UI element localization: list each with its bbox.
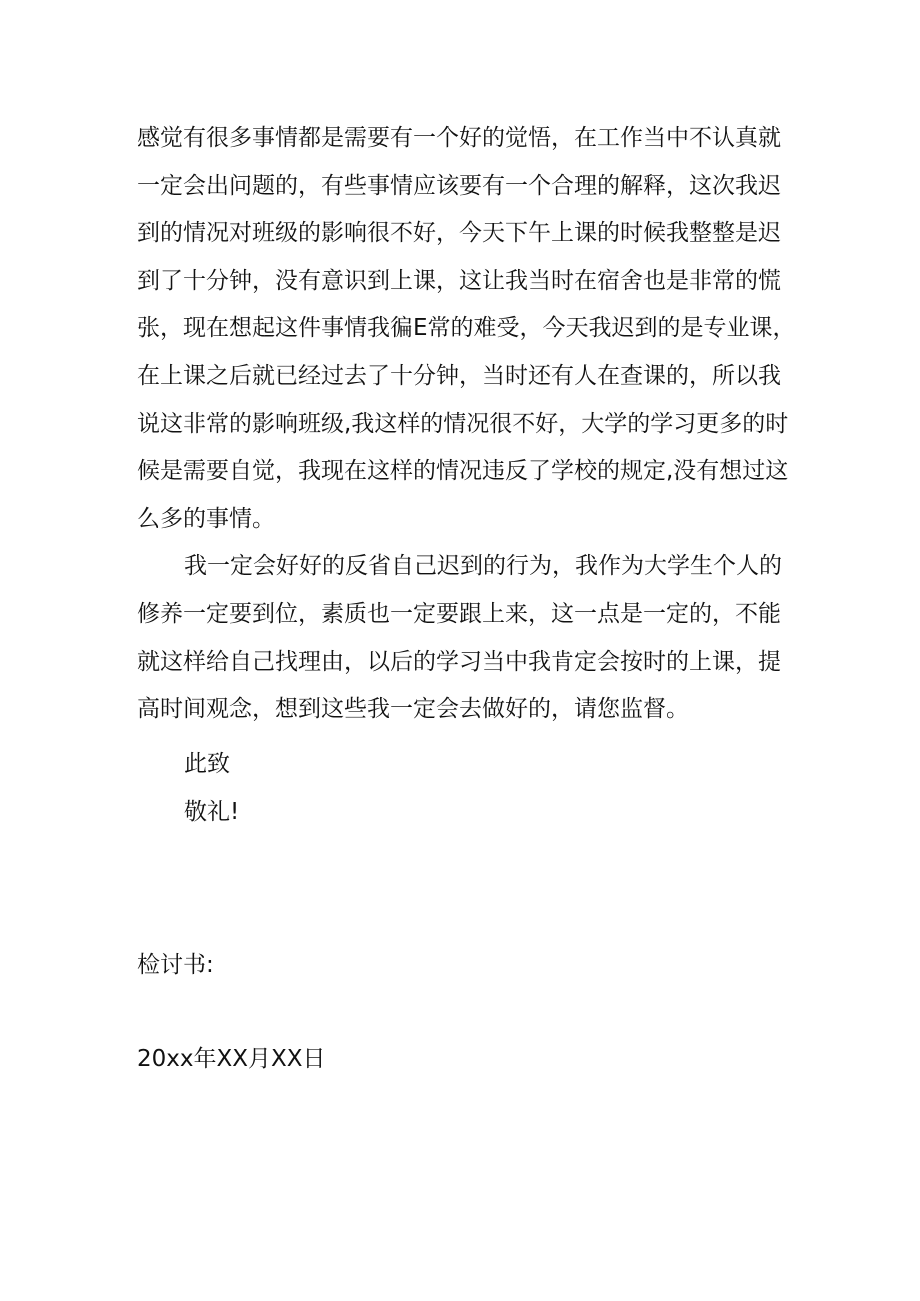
- paragraph-2-line-2: 修养一定要到位，素质也一定要跟上来，这一点是一定的，不能: [137, 600, 781, 627]
- paragraph-1-line-4: 到了十分钟，没有意识到上课，这让我当时在宿舍也是非常的慌: [137, 267, 781, 294]
- paragraph-1-line-1: 感觉有很多事情都是需要有一个好的觉悟，在工作当中不认真就: [137, 125, 781, 151]
- paragraph-1-line-5: 张，现在想起这件事情我徧E常的难受，今天我迟到的是专业课，: [137, 315, 796, 342]
- closing-salutation: 此致: [184, 751, 230, 777]
- paragraph-1-line-6: 在上课之后就已经过去了十分钟，当时还有人在查课的，所以我: [137, 362, 781, 389]
- signature-label: 检讨书:: [137, 952, 214, 978]
- date-line: 20xx年XX月XX日: [137, 1046, 326, 1072]
- paragraph-1-line-9: 么多的事情。: [137, 505, 275, 532]
- paragraph-1-line-7: 说这非常的影响班级,我这样的情况很不好，大学的学习更多的时: [137, 410, 789, 437]
- letter-body: [137, 115, 797, 734]
- paragraph-1-line-8: 候是需要自觉，我现在这样的情况违反了学校的规定,没有想过这: [137, 458, 789, 485]
- closing-regards: 敬礼!: [184, 799, 240, 825]
- paragraph-2-line-1: 我一定会好好的反省自己迟到的行为，我作为大学生个人的: [184, 553, 782, 580]
- paragraph-1-line-3: 到的情况对班级的影响很不好，今天下午上课的时候我整整是迟: [137, 220, 781, 247]
- paragraph-2-line-4: 高时间观念，想到这些我一定会去做好的，请您监督。: [137, 696, 689, 723]
- paragraph-2-line-3: 就这样给自己找理由，以后的学习当中我肯定会按时的上课，提: [137, 648, 781, 675]
- paragraph-1-line-2: 一定会出问题的，有些事情应该要有一个合理的解释，这次我迟: [137, 172, 781, 199]
